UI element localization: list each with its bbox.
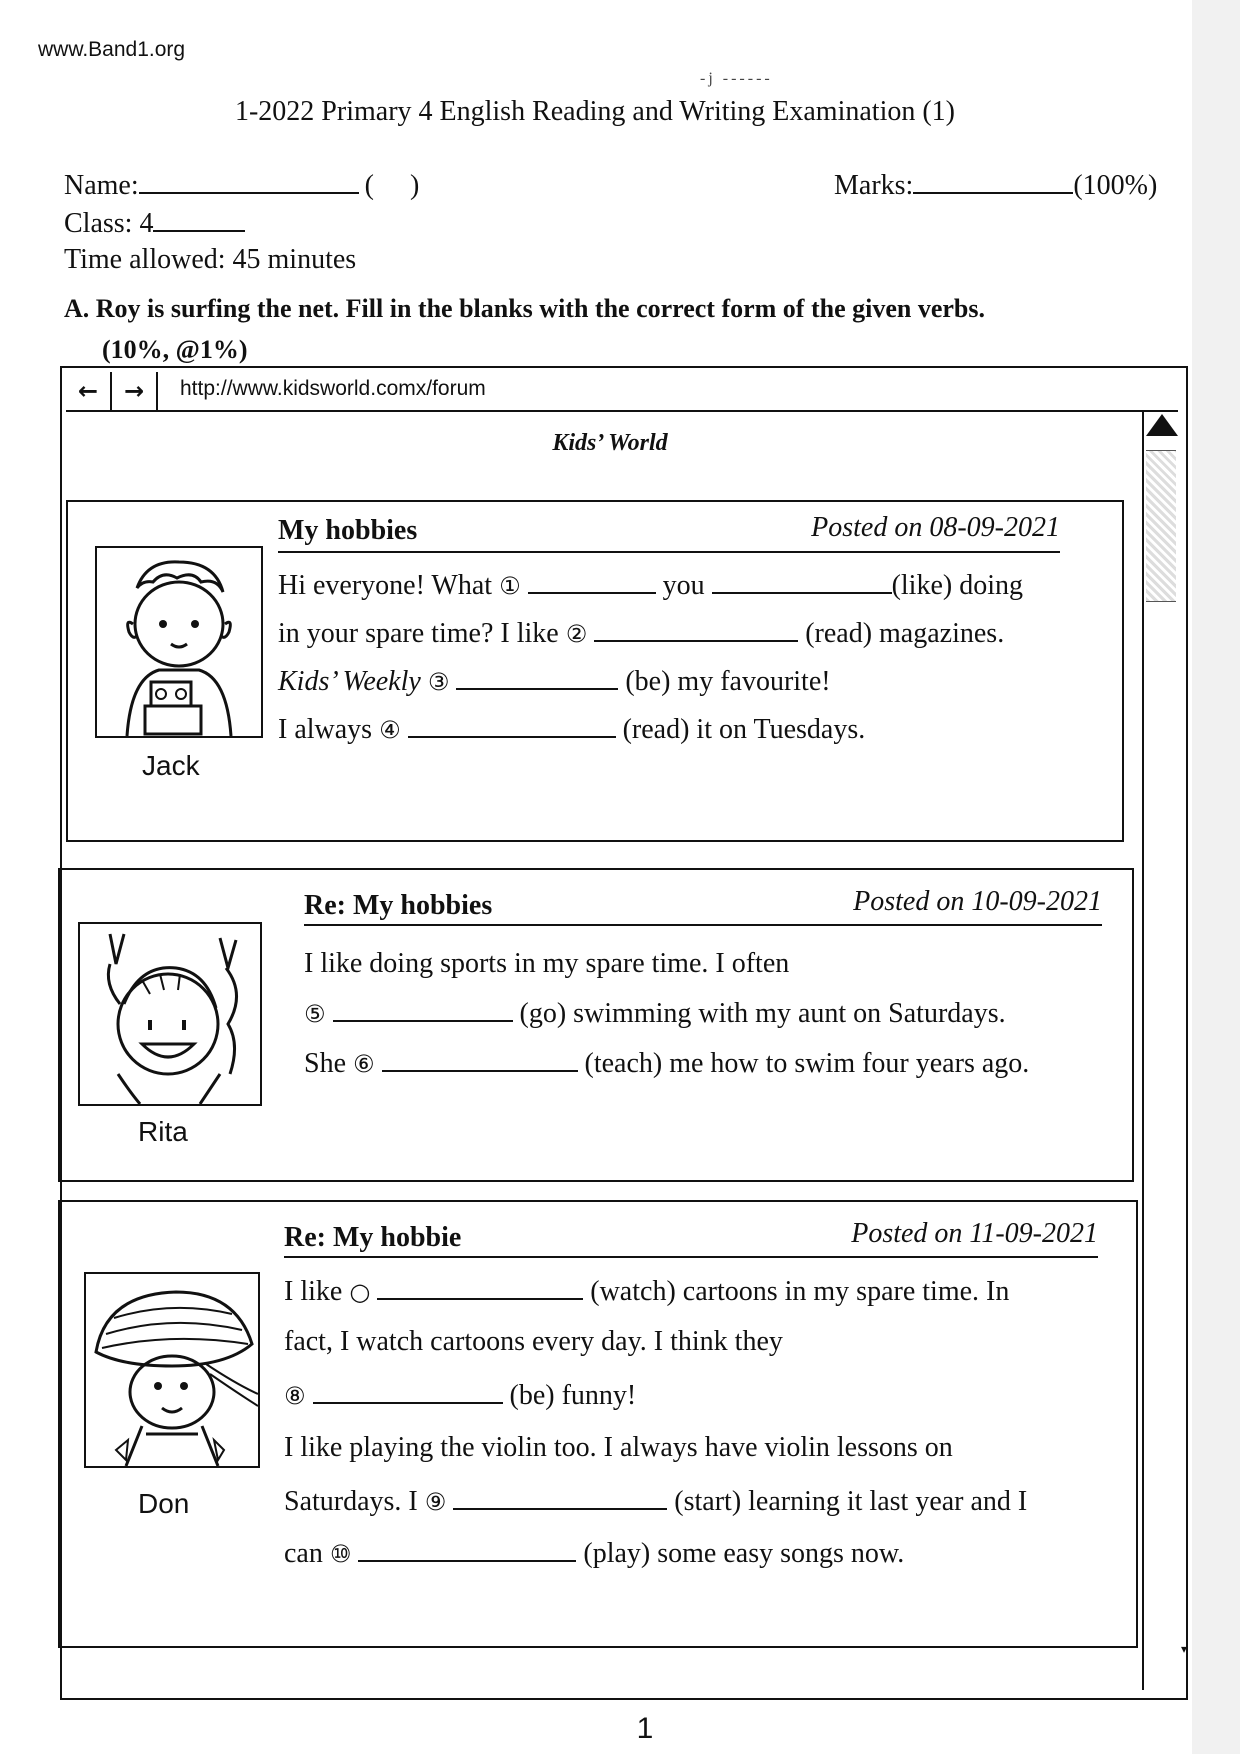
forward-arrow-icon[interactable]: → (112, 372, 158, 410)
girl-portrait-icon (80, 924, 260, 1104)
scrollbar[interactable] (1142, 410, 1180, 1690)
scroll-down-arrow-icon[interactable]: ▾ (1181, 1642, 1188, 1656)
text: (play) some easy songs now. (583, 1538, 905, 1569)
post-date: Posted on 11-09-2021 (851, 1218, 1098, 1249)
post-date: Posted on 08-09-2021 (811, 512, 1060, 543)
post-text-line (278, 712, 865, 746)
marks-blank[interactable] (913, 168, 1073, 194)
text: I like (284, 1276, 343, 1307)
post-text-line: I like doing sports in my spare time. I often (304, 948, 790, 979)
site-title: Kids’ World (552, 430, 668, 456)
post-text-line: fact, I watch cartoons every day. I think they (284, 1326, 783, 1357)
magazine-title: Kids’ Weekly (278, 666, 421, 697)
text: She (304, 1048, 346, 1079)
post-text-line (304, 996, 1006, 1030)
page-number: 1 (636, 1712, 654, 1745)
marks-total: (100%) (1073, 170, 1158, 201)
section-a-line1: A. Roy is surfing the net. Fill in the blanks with the correct form of the given verbs. (64, 294, 986, 323)
url-text[interactable]: http://www.kidsworld.comx/forum (180, 377, 486, 400)
post-title: Re: My hobbies (304, 890, 493, 921)
text: Hi everyone! What (278, 570, 493, 601)
answer-blank-4[interactable] (408, 712, 616, 738)
question-number: ② (565, 620, 588, 648)
question-number: ○ (349, 1278, 371, 1306)
scrollbar-thumb[interactable] (1146, 450, 1176, 602)
avatar (84, 1272, 260, 1468)
answer-blank-5[interactable] (333, 996, 513, 1022)
post-text-line (284, 1484, 1027, 1518)
answer-blank-9[interactable] (453, 1484, 667, 1510)
watermark-url: www.Band1.org (38, 38, 186, 61)
marks-line (834, 168, 1157, 202)
marks-label: Marks: (834, 170, 914, 201)
question-number: ④ (379, 716, 401, 744)
right-margin-strip (1192, 0, 1240, 1754)
section-a-line2: (10%, @1%) (102, 335, 248, 364)
post-text-line (284, 1274, 1009, 1308)
time-allowed: Time allowed: 45 minutes (64, 244, 357, 275)
post-text-line (278, 664, 831, 698)
post-text-line (284, 1378, 636, 1412)
question-number: ⑩ (329, 1540, 352, 1568)
question-number: ③ (427, 668, 450, 696)
question-number: ⑧ (284, 1382, 306, 1410)
text: (start) learning it last year and I (674, 1486, 1028, 1517)
author-name: Rita (138, 1116, 188, 1147)
post-text-line (304, 1046, 1029, 1080)
text: (teach) me how to swim four years ago. (584, 1048, 1030, 1079)
avatar (95, 546, 263, 738)
answer-blank-6[interactable] (382, 1046, 578, 1072)
class-label: Class: 4 (64, 208, 154, 239)
class-blank[interactable] (153, 206, 245, 232)
text: in your spare time? I like (278, 618, 559, 649)
text: (read) it on Tuesdays. (622, 714, 866, 745)
text: (watch) cartoons in my spare time. In (590, 1276, 1010, 1307)
answer-blank-8[interactable] (313, 1378, 503, 1404)
cropped-header-fragment: -j ------ (700, 70, 773, 87)
name-line: Name: ( ) (64, 170, 420, 201)
answer-blank-7[interactable] (377, 1274, 583, 1300)
text: (go) swimming with my aunt on Saturdays. (519, 998, 1006, 1029)
answer-blank-10[interactable] (358, 1536, 576, 1562)
post-title: Re: My hobbie (284, 1222, 462, 1253)
answer-blank-1[interactable] (528, 568, 656, 594)
question-number: ⑤ (304, 1000, 326, 1028)
section-a-instructions (64, 288, 985, 370)
avatar (78, 922, 262, 1106)
post-text-line: I like playing the violin too. I always have violin lessons on (284, 1432, 953, 1463)
question-number: ① (499, 572, 521, 600)
back-arrow-icon[interactable]: ← (66, 372, 112, 410)
post-date: Posted on 10-09-2021 (853, 886, 1102, 917)
text: you (662, 570, 705, 601)
boy-with-hat-portrait-icon (86, 1274, 258, 1466)
author-name: Don (138, 1488, 190, 1519)
name-label: Name: (64, 170, 139, 201)
question-number: ⑨ (424, 1488, 447, 1516)
exam-title: 1-2022 Primary 4 English Reading and Writing Examination (1) (234, 96, 955, 127)
class-line (64, 206, 245, 240)
name-blank[interactable] (139, 168, 359, 194)
post-title: My hobbies (278, 515, 418, 546)
text: (be) my favourite! (625, 666, 831, 697)
text: (like) doing (891, 570, 1023, 601)
post-text-line (278, 616, 1004, 650)
text: can (284, 1538, 323, 1569)
answer-blank-3[interactable] (456, 664, 618, 690)
post-text-line (284, 1536, 904, 1570)
author-name: Jack (142, 750, 200, 781)
text: (be) funny! (509, 1380, 637, 1411)
answer-blank-2[interactable] (594, 616, 798, 642)
text: I always (278, 714, 373, 745)
text: (read) magazines. (805, 618, 1005, 649)
boy-portrait-icon (97, 548, 261, 736)
text: Saturdays. I (284, 1486, 418, 1517)
scroll-up-arrow-icon[interactable] (1146, 414, 1178, 436)
question-number: ⑥ (353, 1050, 375, 1078)
answer-blank-1b[interactable] (712, 568, 892, 594)
post-text-line (278, 568, 1023, 602)
